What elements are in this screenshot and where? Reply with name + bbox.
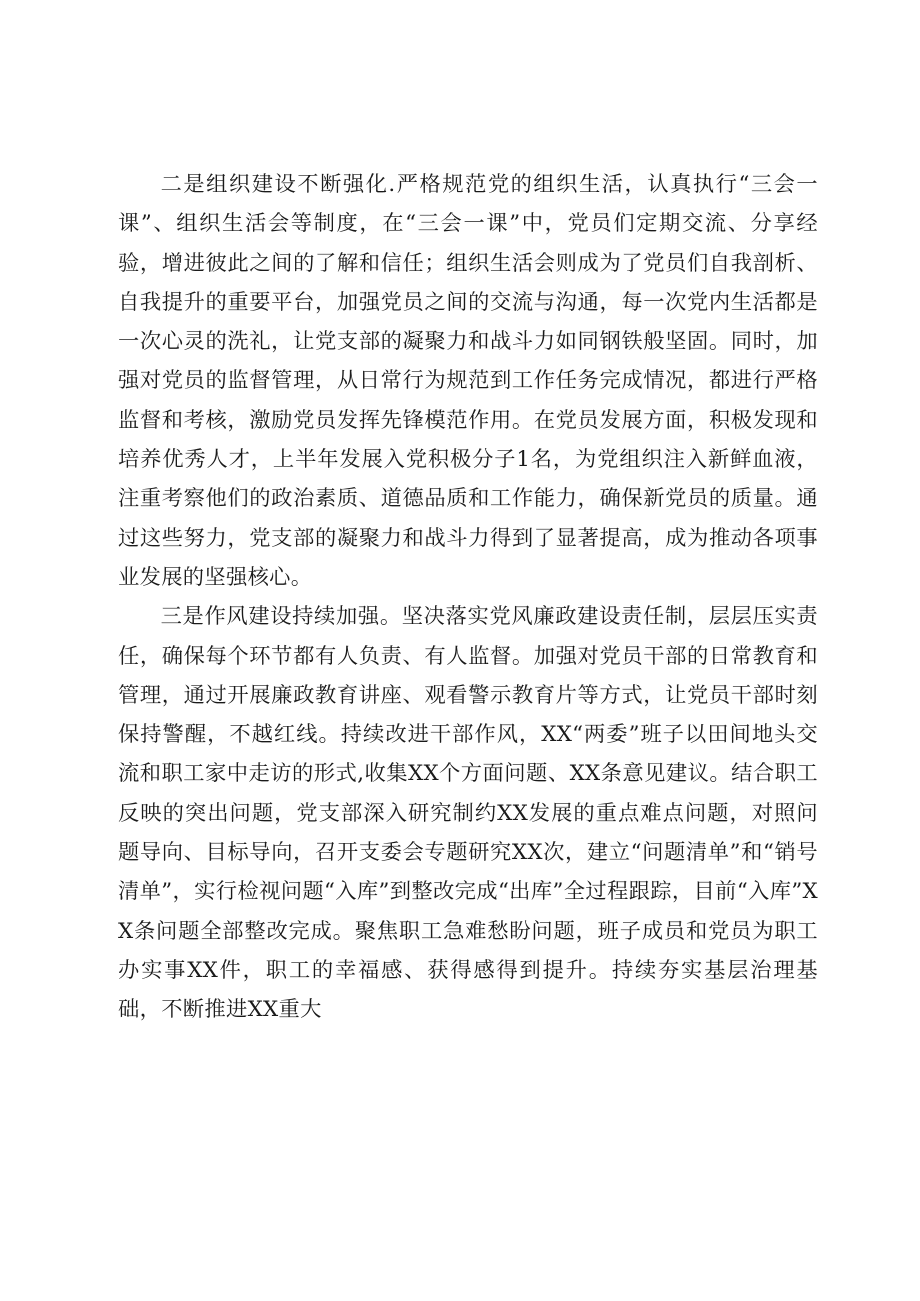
- paragraph-work-style-building: 三是作风建设持续加强。坚决落实党风廉政建设责任制，层层压实责任，确保每个环节都有人负责、有人监督。加强对党员干部的日常教育和管理，通过开展廉政教育讲座、观看警示教育片等方式，让党员干部时刻保持警醒，不越红线。持续改进干部作风，XX“两委”班子以田间地头交流和职工家中走访的形式,收集XX个方面问题、XX条意见建议。结合职工反映的突出问题，党支部深入研究制约XX发展的重点难点问题，对照问题导向、目标导向，召开支委会专题研究XX次，建立“问题清单”和“销号清单”，实行检视问题“入库”到整改完成“出库”全过程跟踪，目前“入库”XX条问题全部整改完成。聚焦职工急难愁盼问题，班子成员和党员为职工办实事XX件，职工的幸福感、获得感得到提升。持续夯实基层治理基础，不断推进XX重大: [118, 604, 818, 1023]
- document-body: [118, 165, 818, 1030]
- paragraph-organization-building: 二是组织建设不断强化.严格规范党的组织生活，认真执行“三会一课”、组织生活会等制度，在“三会一课”中，党员们定期交流、分享经验，增进彼此之间的了解和信任；组织生活会则成为了党员们自我剖析、自我提升的重要平台，加强党员之间的交流与沟通，每一次党内生活都是一次心灵的洗礼，让党支部的凝聚力和战斗力如同钢铁般坚固。同时，加强对党员的监督管理，从日常行为规范到工作任务完成情况，都进行严格监督和考核，激励党员发挥先锋模范作用。在党员发展方面，积极发现和培养优秀人才，上半年发展入党积极分子1名，为党组织注入新鲜血液，注重考察他们的政治素质、道德品质和工作能力，确保新党员的质量。通过这些努力，党支部的凝聚力和战斗力得到了显著提高，成为推动各项事业发展的坚强核心。: [118, 172, 818, 590]
